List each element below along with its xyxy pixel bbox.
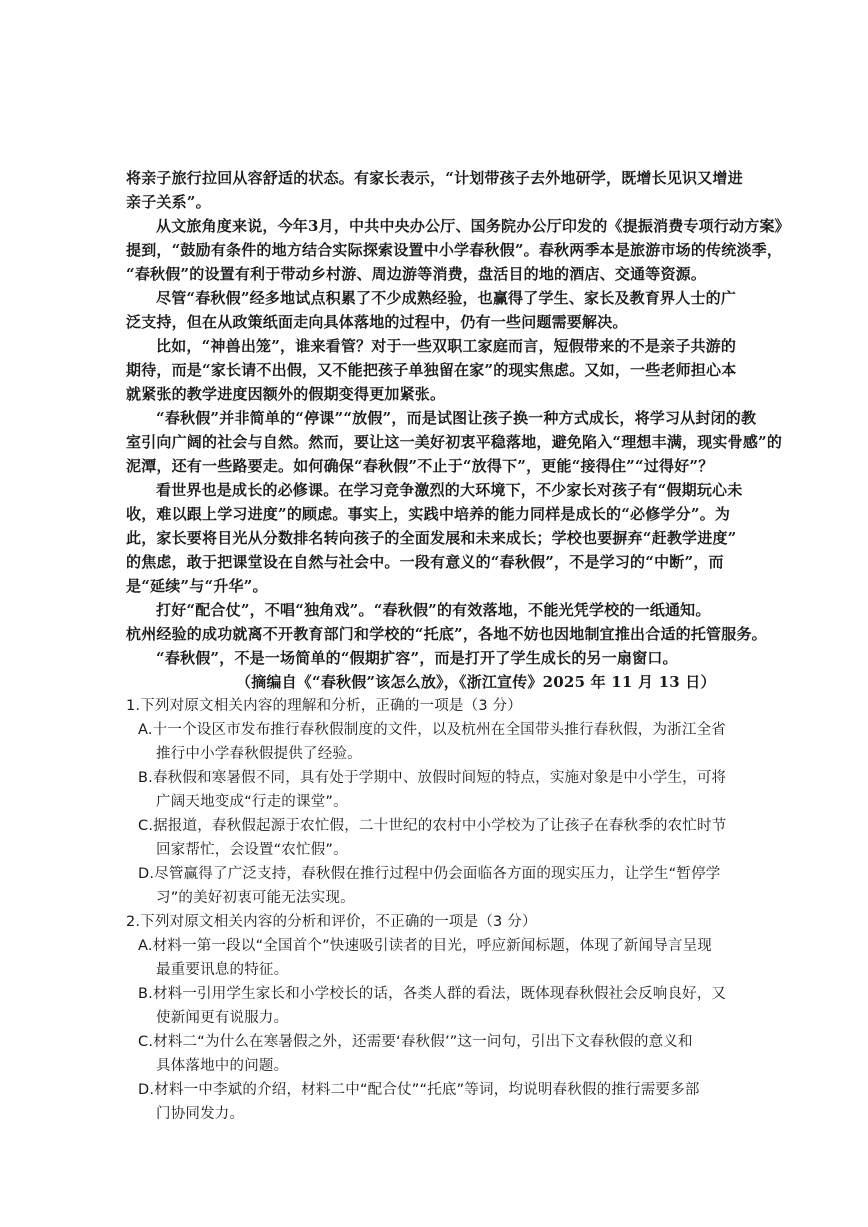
question-2 [126,910,756,1126]
question-stem: 1.下列对原文相关内容的理解和分析，正确的一项是（3 分） [126,698,522,714]
text-line: 此，家长要将目光从分数排名转向孩子的全面发展和未来成长；学校也要摒弃“赶教学进度” [126,529,737,547]
text-line: 是“延续”与“升华”。 [126,577,268,595]
text-line: “春秋假”的设置有利于带动乡村游、周边游等消费，盘活目的地的酒店、交通等资源。 [126,265,707,283]
article-paragraph [126,334,756,406]
text-line: 的焦虑，敢于把课堂设在自然与社会中。一段有意义的“春秋假”，不是学习的“中断”，而 [126,553,724,571]
text-line: 看世界也是成长的必修课。在学习竞争激烈的大环境下，不少家长对孩子有“假期玩心未 [156,481,743,499]
answer-option [126,718,756,766]
text-line: “春秋假”，不是一场简单的“假期扩容”，而是打开了学生成长的另一扇窗口。 [156,649,678,667]
article-paragraph [126,646,756,670]
text-line: 比如，“神兽出笼”，谁来看管？对于一些双职工家庭而言，短假带来的不是亲子共游的 [156,337,737,355]
article-credit: （摘编自《“春秋假”该怎么放》，《浙江宣传》2025 年 11 月 13 日） [236,673,716,691]
article-body [126,166,790,670]
article-paragraph [126,286,756,334]
question-section [126,694,756,1126]
option-line: A.材料一第一段以“全国首个”快速吸引读者的目光，呼应新闻标题，体现了新闻导言呈现 [138,938,712,954]
article-paragraph [126,598,767,646]
option-line: 门协同发力。 [156,1106,245,1122]
article-paragraph [126,406,783,478]
option-line: 具体落地中的问题。 [156,1058,289,1074]
option-line: 回家帮忙，会设置“农忙假”。 [156,842,348,858]
answer-option [126,862,756,910]
option-line: D.材料一中李斌的介绍，材料二中“配合仗”“托底”等词，均说明春秋假的推行需要多部 [138,1082,700,1098]
text-line: 泥潭，还有一些路要走。如何确保“春秋假”不止于“放得下”，更能“接得住”“过得好”？ [126,457,714,475]
text-line: 将亲子旅行拉回从容舒适的状态。有家长表示，“计划带孩子去外地研学，既增长见识又增进 [126,169,743,187]
answer-option [126,1030,756,1078]
question-stem: 2.下列对原文相关内容的分析和评价，不正确的一项是（3 分） [126,914,537,930]
option-line: C.材料二“为什么在寒暑假之外，还需要‘春秋假’”这一问句，引出下文春秋假的意义和 [138,1034,693,1050]
text-line: 亲子关系”。 [126,193,211,211]
question-1 [126,694,756,910]
option-line: C.据报道，春秋假起源于农忙假，二十世纪的农村中小学校为了让孩子在春秋季的农忙时节 [138,818,727,834]
text-line: 收，难以跟上学习进度”的顾虑。事实上，实践中培养的能力同样是成长的“必修学分”。为 [126,505,731,523]
text-line: 杭州经验的成功就离不开教育部门和学校的“托底”，各地不妨也因地制宜推出合适的托管服务。 [126,625,767,643]
text-line: 室引向广阔的社会与自然。然而，要让这一美好初衷平稳落地，避免陷入“理想丰满，现实骨感”的 [126,433,783,451]
option-line: 最重要讯息的特征。 [156,962,289,978]
text-line: 从文旅角度来说，今年3月，中共中央办公厅、国务院办公厅印发的《提振消费专项行动方案》 [156,217,790,235]
text-line: 提到，“鼓励有条件的地方结合实际探索设置中小学春秋假”。春秋两季本是旅游市场的传统淡季， [126,241,783,259]
option-line: D.尽管赢得了广泛支持，春秋假在推行过程中仍会面临各方面的现实压力，让学生“暂停学 [138,866,721,882]
text-line: 尽管“春秋假”经多地试点积累了不少成熟经验，也赢得了学生、家长及教育界人士的广 [156,289,737,307]
article-paragraph [126,166,756,214]
answer-option [126,934,756,982]
text-line: 就紧张的教学进度因额外的假期变得更加紧张。 [126,385,446,403]
option-line: 习”的美好初衷可能无法实现。 [156,890,355,906]
text-line: “春秋假”并非简单的“停课”“放假”，而是试图让孩子换一种方式成长，将学习从封闭的教 [156,409,757,427]
answer-option [126,814,756,862]
article-paragraph [126,214,790,286]
text-line: 泛支持，但在从政策纸面走向具体落地的过程中，仍有一些问题需要解决。 [126,313,628,331]
option-line: 使新闻更有说服力。 [156,1010,289,1026]
text-line: 期待，而是“家长请不出假，又不能把孩子单独留在家”的现实焦虑。又如，一些老师担心本 [126,361,737,379]
text-line: 打好“配合仗”，不唱“独角戏”。“春秋假”的有效落地，不能光凭学校的一纸通知。 [156,601,711,619]
exam-page [126,166,790,1126]
answer-option [126,982,756,1030]
option-line: 广阔天地变成“行走的课堂”。 [156,794,348,810]
answer-option [126,1078,756,1126]
article-paragraph [126,478,756,598]
option-line: 推行中小学春秋假提供了经验。 [156,746,362,762]
option-line: B.材料一引用学生家长和小学校长的话，各类人群的看法，既体现春秋假社会反响良好，又 [138,986,727,1002]
option-line: A.十一个设区市发布推行春秋假制度的文件，以及杭州在全国带头推行春秋假，为浙江全省 [138,722,726,738]
answer-option [126,766,756,814]
option-line: B.春秋假和寒暑假不同，具有处于学期中、放假时间短的特点，实施对象是中小学生，可将 [138,770,727,786]
